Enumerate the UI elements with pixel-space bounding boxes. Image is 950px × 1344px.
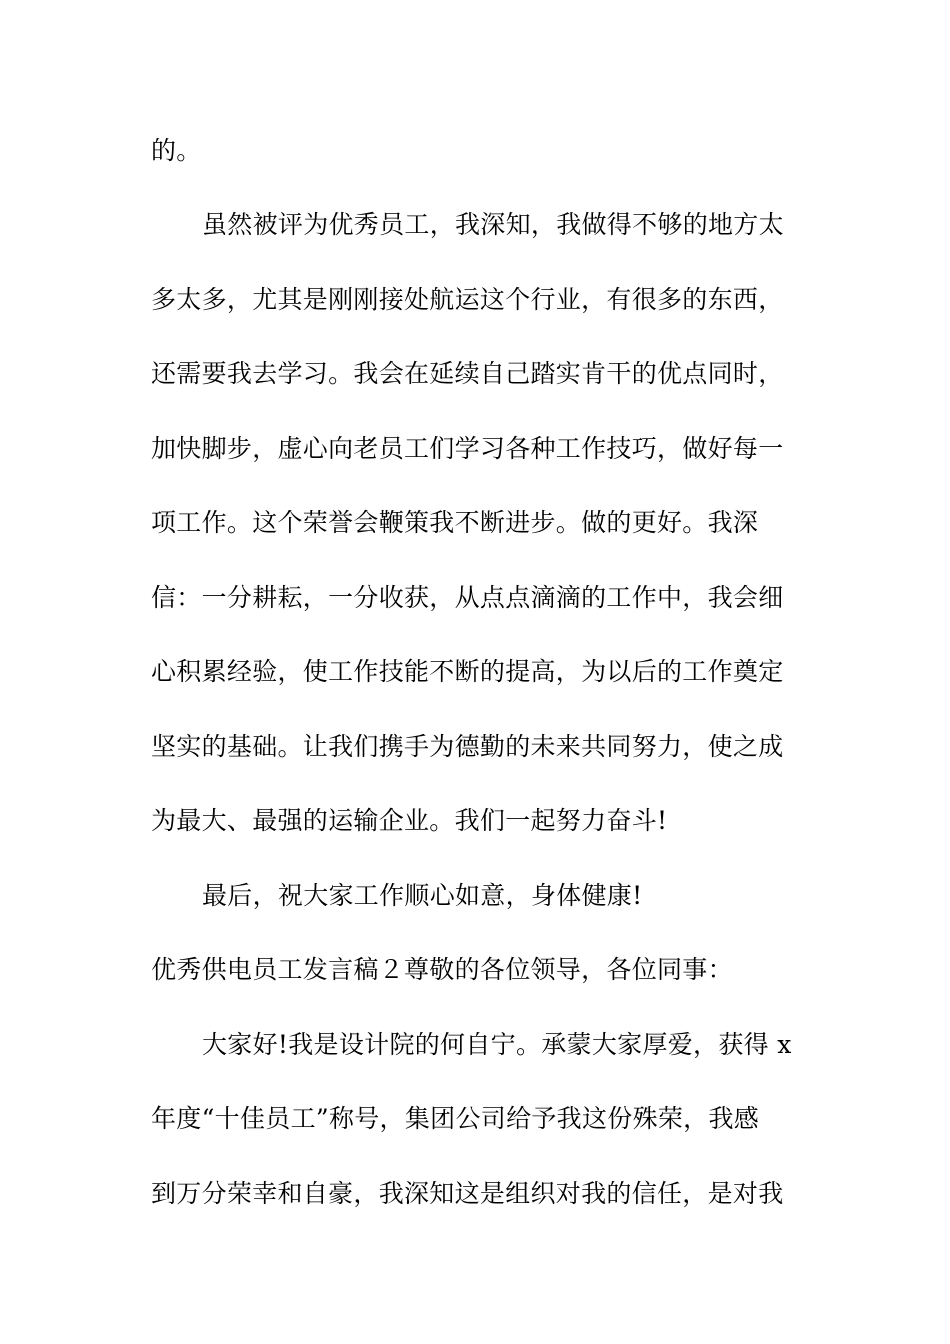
text-line-8: 心积累经验，使工作技能不断的提高，为以后的工作奠定 [151,657,784,686]
text-line-1: 的。 [151,136,202,165]
paragraph-start-line-2: 大家好!我是设计院的何自宁。承蒙大家厚爱，获得 x [202,1030,792,1059]
text-line-10: 为最大、最强的运输企业。我们一起努力奋斗! [151,806,668,835]
text-line-7: 信：一分耕耘，一分收获，从点点滴滴的工作中，我会细 [151,583,784,612]
text-line-14: 年度“十佳员工”称号，集团公司给予我这份殊荣，我感 [151,1104,760,1133]
closing-line: 最后，祝大家工作顺心如意，身体健康! [202,881,643,910]
text-line-9: 坚实的基础。让我们携手为德勤的未来共同努力，使之成 [151,732,784,761]
text-line-15: 到万分荣幸和自豪，我深知这是组织对我的信任，是对我 [151,1179,784,1208]
text-line-5: 加快脚步，虚心向老员工们学习各种工作技巧，做好每一 [151,434,784,463]
text-line-4: 还需要我去学习。我会在延续自己踏实肯干的优点同时， [151,359,784,388]
text-line-3: 多太多，尤其是刚刚接处航运这个行业，有很多的东西， [151,285,784,314]
paragraph-start-line: 虽然被评为优秀员工，我深知，我做得不够的地方太 [202,210,784,239]
text-line-6: 项工作。这个荣誉会鞭策我不断进步。做的更好。我深 [151,508,759,537]
section-heading-line: 优秀供电员工发言稿２尊敬的各位领导，各位同事： [151,955,733,984]
